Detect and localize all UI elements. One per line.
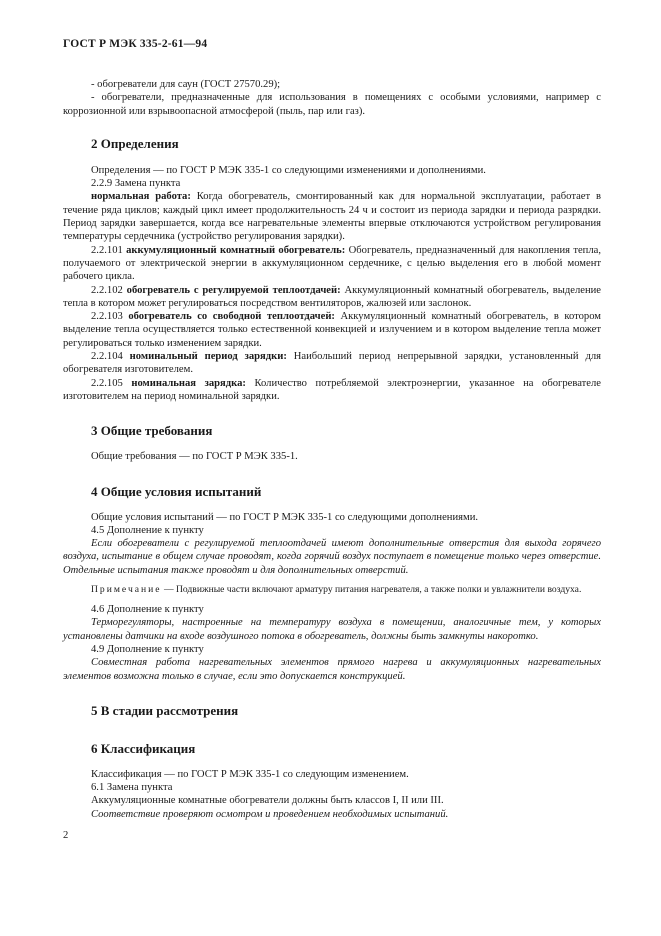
- s6-compliance-text: Соответствие проверяют осмотром и проведением необходимых испытаний.: [91, 808, 449, 820]
- clause-number: 2.2.102: [91, 284, 127, 296]
- s4-clause-4-9: 4.9 Дополнение к пункту: [91, 643, 204, 655]
- intro-item-2: - обогреватели, предназначенные для использования в помещениях с особыми условиями, например с коррозионной или взрывоопасной атмосферой (пыль, пар или газ).: [63, 92, 601, 117]
- definition-2-2-104: [63, 350, 601, 377]
- clause-number: 2.2.103: [91, 311, 129, 323]
- definition-text: Наибольший период непрерывной зарядки, установленный для обогревателя изготовителем.: [63, 351, 602, 376]
- definition-2-2-101: [63, 244, 601, 284]
- clause-number: 2.2.104: [91, 351, 130, 363]
- definition-2-2-102: [63, 284, 601, 311]
- definition-text: Количество потребляемой электроэнергии, указанное на обогревателе изготовителем на период номинальной зарядки.: [63, 377, 601, 402]
- section-5-title: 5 В стадии рассмотрения: [91, 702, 239, 718]
- s4-clause-4-5: 4.5 Дополнение к пункту: [91, 524, 204, 536]
- definition-text: Когда обогреватель, смонтированный как для нормальной эксплуатации, работает в течение ряда циклов; каждый цикл имеет продолжительность 24 ч и состоит из периода зарядки и периода разрядки. Период зарядки завершается, когда все нагревательные элементы впервые отключаются устройством регулирования температуры сердечника (устройство регулирования зарядки).: [63, 191, 601, 243]
- definition-text: Аккумуляционный комнатный обогреватель, выделение тепла в котором может регулироваться посредством вентиляторов, жалюзей или заслонок.: [63, 284, 601, 309]
- definition-text: Обогреватель, предназначенный для накопления тепла, получаемого от электрической энергии в аккумуляционном сердечнике, с целью выделения его в любой момент рабочего цикла.: [63, 244, 601, 283]
- term: нормальная работа:: [91, 191, 191, 203]
- s2-intro: Определения — по ГОСТ Р МЭК 335-1 со следующими изменениями и дополнениями.: [91, 164, 486, 176]
- s4-intro: Общие условия испытаний — по ГОСТ Р МЭК 335-1 со следующими дополнениями.: [91, 511, 479, 523]
- s6-intro: Классификация — по ГОСТ Р МЭК 335-1 со следующим изменением.: [91, 768, 409, 780]
- note-text: — Подвижные части включают арматуру питания нагревателя, а также полки и увлажнители воздуха.: [161, 584, 582, 596]
- intro-item-1: - обогреватели для саун (ГОСТ 27570.29);: [91, 79, 281, 90]
- section-3-title: 3 Общие требования: [91, 423, 213, 439]
- s4-clause-4-5-text: Если обогреватели с регулируемой теплоотдачей имеют дополнительные отверстия для выхода горячего воздуха, испытание в общем случае проводят, когда горячий воздух поступает в помещение только через отверстие. Отдельные испытания также проводят и для дополнительных отверстий.: [63, 538, 601, 576]
- section-2-title: 2 Определения: [91, 135, 179, 151]
- document-header: ГОСТ Р МЭК 335-2-61—94: [63, 38, 208, 50]
- clause-number: 2.2.105: [91, 377, 132, 389]
- definition-text: Аккумуляционный комнатный обогреватель, в котором выделение тепла осуществляется только естественной конвекцией и излучением и в котором выделение тепла может регулироваться только изменением зарядки.: [63, 311, 602, 349]
- page-number: 2: [63, 830, 69, 841]
- note: [63, 584, 601, 596]
- s4-clause-4-9-text: Совместная работа нагревательных элементов прямого нагрева и аккумуляционных нагревательных элементов возможна только в случае, если это допускается конструкцией.: [63, 657, 601, 682]
- s4-clause-4-6-text: Терморегуляторы, настроенные на температуру воздуха в помещении, аналогичные тем, у которых установлены датчики на входе воздушного потока в обогреватель, должны быть замкнуты накоротко.: [63, 617, 601, 642]
- definition-2-2-103: [63, 310, 601, 350]
- s2-clause-2-2-9: 2.2.9 Замена пункта: [91, 178, 181, 190]
- note-label: Примечание: [91, 584, 162, 596]
- term: обогреватель со свободной теплоотдачей:: [128, 311, 335, 323]
- term: номинальный период зарядки:: [129, 351, 287, 363]
- clause-number: 2.2.101: [91, 244, 127, 256]
- term: обогреватель с регулируемой теплоотдачей:: [126, 284, 341, 296]
- s6-clause-6-1-text: Аккумуляционные комнатные обогреватели должны быть классов I, II или III.: [91, 795, 444, 807]
- definition-2-2-105: [63, 377, 601, 404]
- s3-text: Общие требования — по ГОСТ Р МЭК 335-1.: [91, 451, 298, 463]
- term: аккумуляционный комнатный обогреватель:: [126, 244, 346, 256]
- section-6-title: 6 Классификация: [91, 740, 196, 756]
- page-body: [63, 78, 601, 821]
- section-4-title: 4 Общие условия испытаний: [91, 483, 262, 499]
- definition-normal-operation: [63, 190, 601, 243]
- s6-clause-6-1: 6.1 Замена пункта: [91, 782, 173, 794]
- term: номинальная зарядка:: [131, 377, 246, 389]
- s4-clause-4-6: 4.6 Дополнение к пункту: [91, 604, 204, 616]
